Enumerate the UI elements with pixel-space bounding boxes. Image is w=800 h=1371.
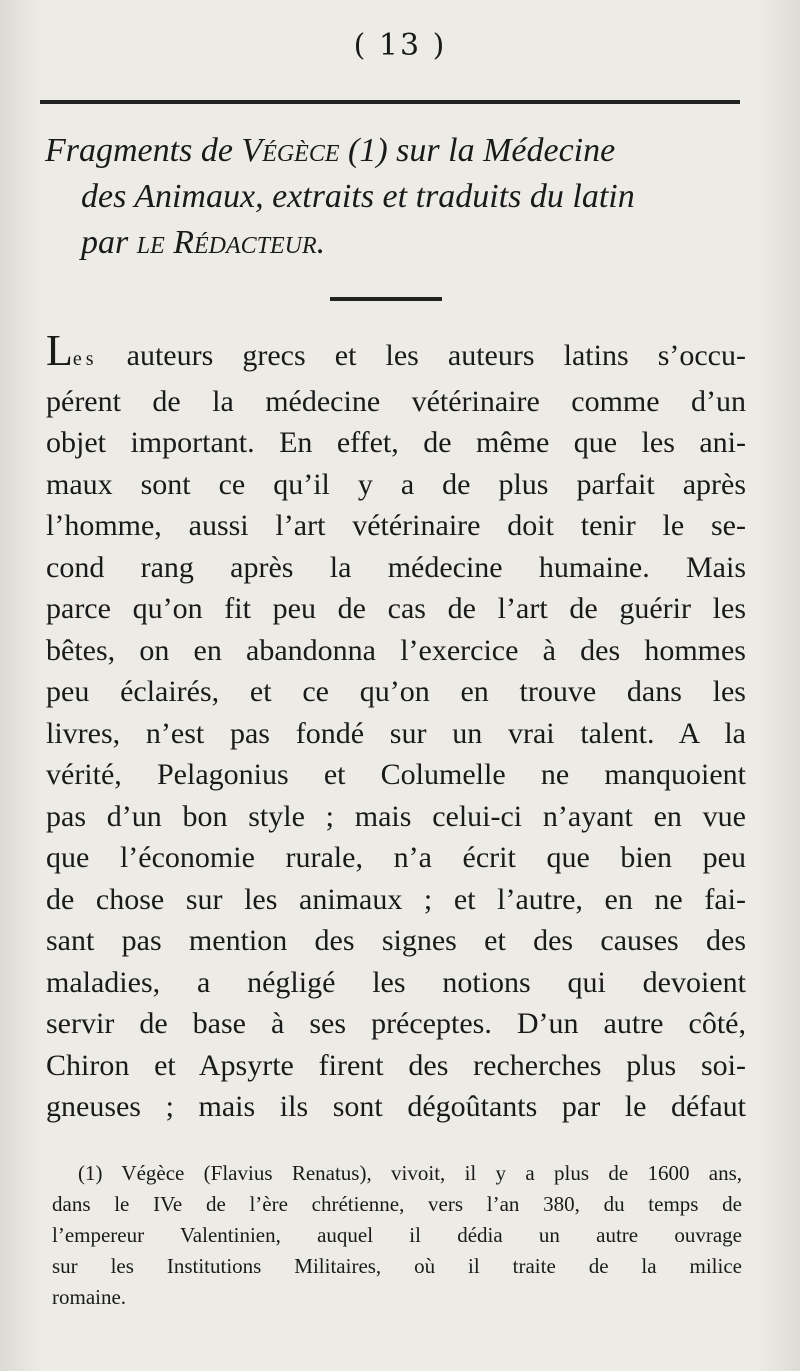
body-line: peu éclairés, et ce qu’on en trouve dans les xyxy=(46,675,746,708)
body-line: de chose sur les animaux ; et l’autre, en ne fai- xyxy=(46,882,746,916)
body-line: l’homme, aussi l’art vétérinaire doit tenir le se- xyxy=(46,509,746,542)
body-line: cond rang après la médecine humaine. Mais xyxy=(46,550,746,584)
footnote-line: (1) Végèce (Flavius Renatus), vivoit, il y a plus de 1600 ans, xyxy=(78,1161,742,1185)
body-line: maladies, a négligé les notions qui devoient xyxy=(46,965,746,999)
footnote-line: dans le IVe de l’ère chrétienne, vers l’an 380, du temps de xyxy=(52,1192,742,1216)
footnote xyxy=(52,1158,742,1313)
drop-cap: L xyxy=(46,326,73,375)
body-line: que l’économie rurale, n’a écrit que bien peu xyxy=(46,841,746,874)
body-line: livres, n’est pas fondé sur un vrai talent. A la xyxy=(46,716,746,750)
body-line: gneuses ; mais ils sont dégoûtants par le défaut xyxy=(46,1090,746,1123)
body-line: pas d’un bon style ; mais celui-ci n’ayant en vue xyxy=(46,799,746,833)
title-line-3: par le Rédacteur. xyxy=(81,224,326,261)
page-number: ( 13 ) xyxy=(353,28,447,63)
body-line: vérité, Pelagonius et Columelle ne manquoient xyxy=(46,758,746,791)
body-text xyxy=(46,326,746,1128)
title-line-1: Fragments de Végèce (1) sur la Médecine xyxy=(45,132,616,169)
body-line: pérent de la médecine vétérinaire comme d’un xyxy=(46,384,746,418)
footnote-line: l’empereur Valentinien, auquel il dédia un autre ouvrage xyxy=(52,1223,742,1247)
body-line: objet important. En effet, de même que les ani- xyxy=(46,426,746,459)
footnote-line: romaine. xyxy=(52,1285,127,1309)
body-line: Chiron et Apsyrte firent des recherches plus soi- xyxy=(46,1048,746,1082)
body-line: bêtes, on en abandonna l’exercice à des hommes xyxy=(46,633,746,667)
body-line: Les auteurs grecs et les auteurs latins s’occu- xyxy=(46,326,746,375)
title-author: le Rédacteur. xyxy=(136,224,326,261)
section-divider xyxy=(330,297,442,301)
header-rule xyxy=(40,100,740,104)
body-line: servir de base à ses préceptes. D’un autre côté, xyxy=(46,1007,746,1040)
title-name: Végèce xyxy=(241,132,340,169)
footnote-line: sur les Institutions Militaires, où il traite de la milice xyxy=(52,1254,742,1278)
body-line: parce qu’on fit peu de cas de l’art de guérir les xyxy=(46,592,746,625)
body-line: sant pas mention des signes et des causes des xyxy=(46,924,746,957)
chapter-title xyxy=(45,128,745,266)
body-line: maux sont ce qu’il y a de plus parfait après xyxy=(46,467,746,501)
title-line-2: des Animaux, extraits et traduits du latin xyxy=(81,178,635,215)
